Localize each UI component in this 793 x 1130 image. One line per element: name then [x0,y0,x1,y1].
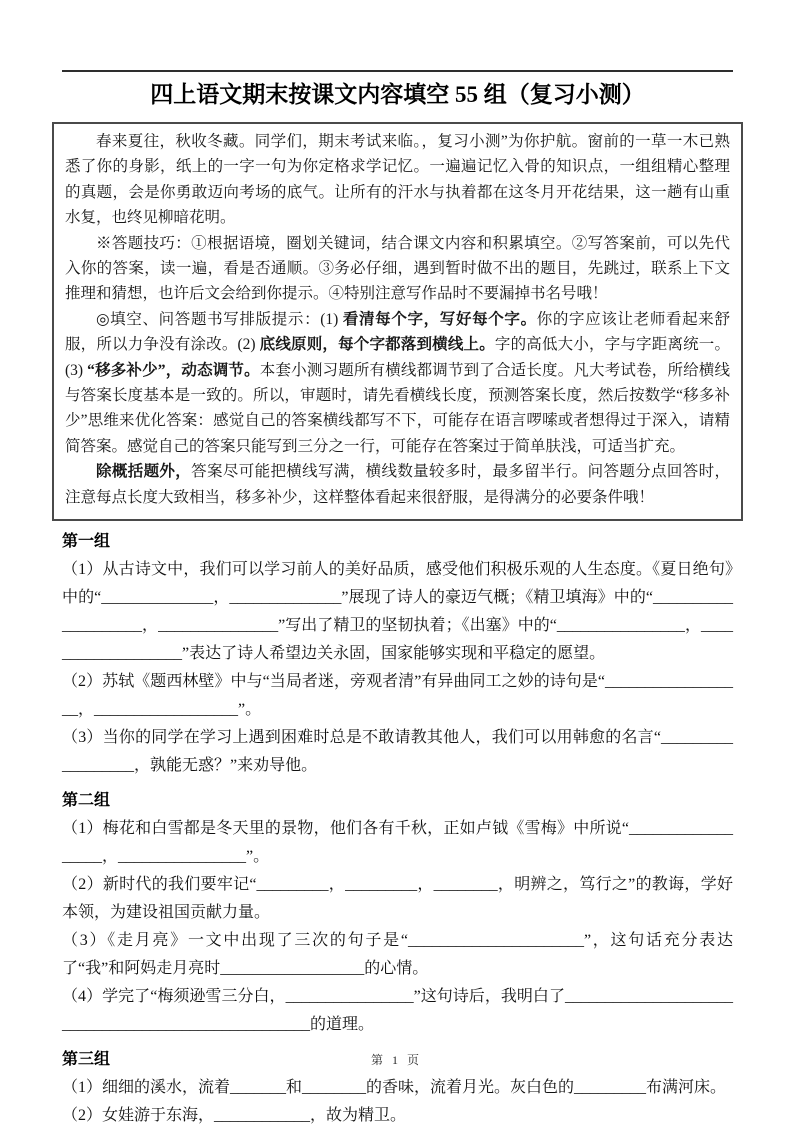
question-group-1 [62,529,733,780]
intro-paragraph-fill-advice [65,459,730,510]
intro-paragraph-greeting: 春来夏往，秋收冬藏。同学们，期末考试来临。，复习小测”为你护航。窗前的一草一木已熟悉了你的身影，纸上的一字一句为你定格求学记忆。一遍遍记忆入骨的知识点，一组组精心整理的真题，会是你勇敢迈向考场的底气。让所有的汗水与执着都在这冬月开花结果，这一趟有山重水复，也终见柳暗花明。 [65,133,730,227]
group-3-title: 第三组 [62,1051,111,1069]
header-rule [62,70,733,72]
question-item: （2）新时代的我们要牢记“_________，_________，________，明辨之，笃行之”的教诲，学好本领，为建设祖国贡献力量。 [62,876,733,922]
question-group-2 [62,788,733,1039]
question-item: （2）女娃游于东海，____________，故为精卫。 [62,1107,407,1125]
text-run-bold: 看清每个字，写好每个字。 [342,310,537,328]
page-title: 四上语文期末按课文内容填空 55 组（复习小测） [150,82,645,107]
group-1-title: 第一组 [62,533,111,551]
intro-box [52,122,743,521]
question-item: （1）从古诗文中，我们可以学习前人的美好品质，感受他们积极乐观的人生态度。《夏日绝句》中的“______________，______________”展现了诗人的豪迈气概；《精卫填海》中的“____________________，_______________”写出了精卫的坚韧执着；《出塞》中的“________________，___________________”表达了诗人希望边关永固，国家能够实现和平稳定的愿望。 [62,561,733,663]
question-item: （2）苏轼《题西林壁》中与“当局者迷，旁观者清”有异曲同工之妙的诗句是“__________________，__________________”。 [62,673,733,719]
question-item: （1）细细的溪水，流着_______和________的香味，流着月光。灰白色的_________布满河床。 [62,1079,727,1097]
text-run-bold: 除概括题外， [96,463,192,481]
text-run: 本套小测习题所有横线都调节到了合适长度。凡大考试卷，所给横线与答案长度基本是一致的。所以，审题时，请先看横线长度，预测答案长度，然后按数学“移多补少”思维来优化答案：感觉自己的答案横线都写不下，可能存在语言啰嗦或者想得过于深入，请精简答案。感觉自己的答案只能写到三分之一行，可能存在答案过于简单肤浅，可适当扩充。 [65,361,730,455]
question-item: （3）《走月亮》一文中出现了三次的句子是“______________________”，这句话充分表达了“我”和阿妈走月亮时__________________的心情。 [62,932,733,978]
question-item: （4）学完了“梅须逊雪三分白，________________”这句诗后，我明白了____________________________________________________的道理。 [62,988,733,1034]
intro-paragraph-layout-tips [65,307,730,459]
page-footer: 第 1 页 [370,1053,422,1067]
text-run: 答案尽可能把横线写满，横线数量较多时，最多留半行。问答题分点回答时，注意每点长度大致相当，移多补少，这样整体看起来很舒服，是得满分的必要条件哦！ [65,463,730,506]
text-run: 你的字应该让老师看起来舒服，所以力争没有涂改。(2) [65,310,730,354]
group-2-title: 第二组 [62,792,111,810]
text-run-bold: “移多补少”，动态调节。 [87,361,260,379]
text-run: 字的高低大小，字与字距离统一。(3) [65,336,730,379]
text-run-bold: 底线原则，每个字都落到横线上。 [259,336,495,354]
question-item: （3）当你的同学在学习上遇到困难时总是不敢请教其他人，我们可以用韩愈的名言“__________________，孰能无惑？”来劝导他。 [62,729,733,775]
intro-paragraph-answer-tips: ※答题技巧：①根据语境，圈划关键词，结合课文内容和积累填空。②写答案前，可以先代入你的答案，读一遍，看是否通顺。③务必仔细，遇到暂时做不出的题目，先跳过，联系上下文推理和猜想，也许后文会给到你提示。④特别注意写作品时不要漏掉书名号哦！ [65,234,730,303]
question-item: （1）梅花和白雪都是冬天里的景物，他们各有千秋，正如卢钺《雪梅》中所说“__________________，________________”。 [62,820,733,866]
text-run: ◎填空、问答题书写排版提示：(1) [96,310,343,328]
